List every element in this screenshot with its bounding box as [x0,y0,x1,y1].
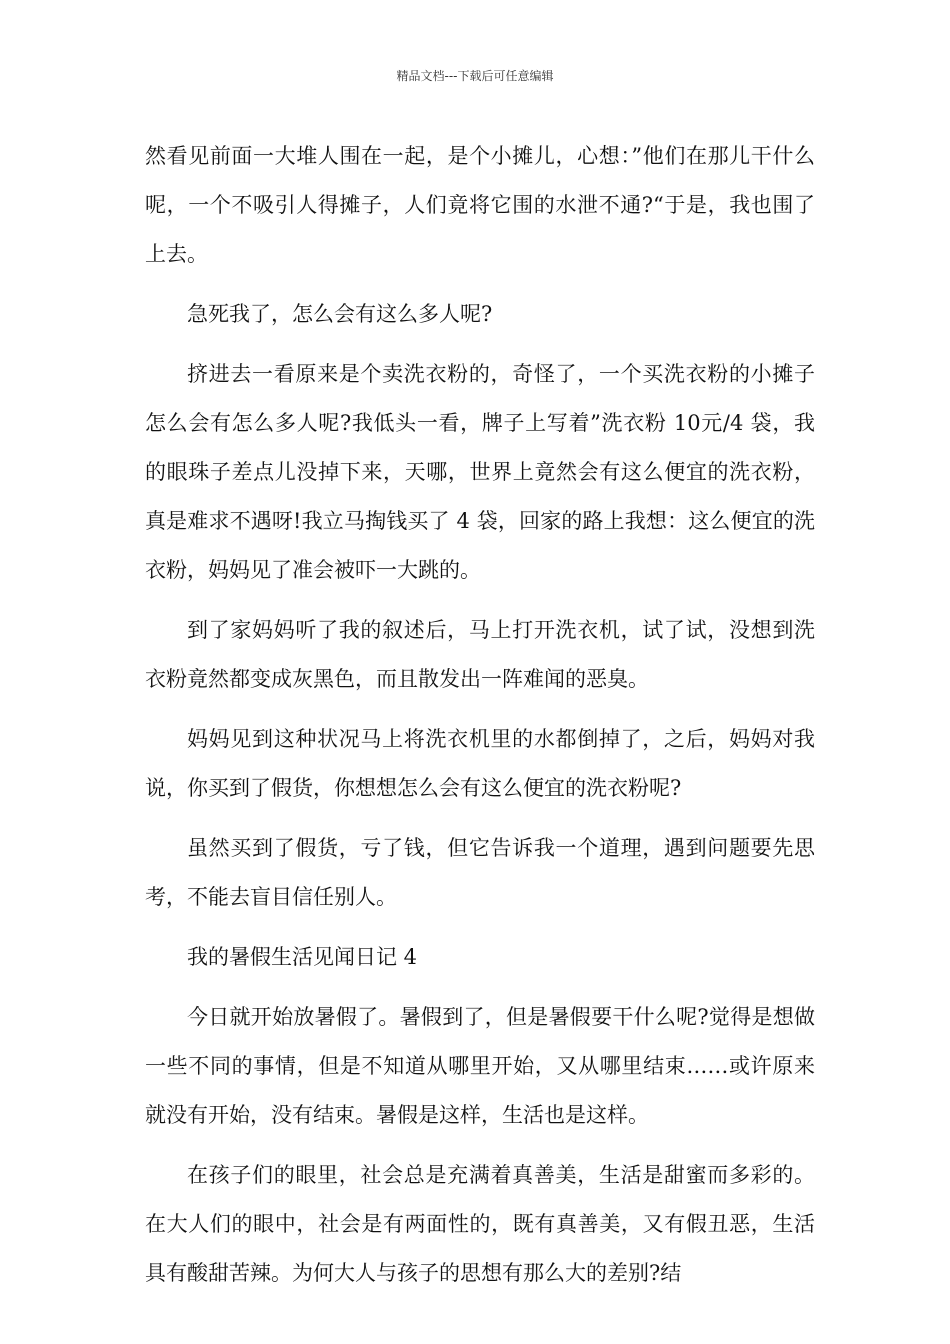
section-heading: 我的暑假生活见闻日记 4 [187,945,418,969]
paragraph: 到了家妈妈听了我的叙述后，马上打开洗衣机，试了试，没想到洗衣粉竟然都变成灰黑色，而且散发出一阵难闻的恶臭。 [145,618,815,691]
paragraph: 妈妈见到这种状况马上将洗衣机里的水都倒掉了，之后，妈妈对我说，你买到了假货，你想想怎么会有这么便宜的洗衣粉呢? [145,727,815,800]
document-body [145,132,815,1309]
paragraph-continuation: 然看见前面一大堆人围在一起，是个小摊儿，心想：”他们在那儿干什么呢，一个不吸引人得摊子，人们竟将它围的水泄不通?“于是，我也围了上去。 [145,144,815,266]
paragraph: 急死我了，怎么会有这么多人呢? [187,302,493,326]
paragraph: 挤进去一看原来是个卖洗衣粉的，奇怪了，一个买洗衣粉的小摊子怎么会有怎么多人呢?我低头一看，牌子上写着”洗衣粉 10元/4 袋，我的眼珠子差点儿没掉下来，天哪，世界上竟然会有这么便宜的洗衣粉，真是难求不遇呀!我立马掏钱买了 4 袋，回家的路上我想：这么便宜的洗衣粉，妈妈见了准会被吓一大跳的。 [145,362,815,582]
paragraph: 今日就开始放暑假了。暑假到了，但是暑假要干什么呢?觉得是想做一些不同的事情，但是不知道从哪里开始，又从哪里结束……或许原来就没有开始，没有结束。暑假是这样，生活也是这样。 [145,1005,815,1127]
paragraph: 在孩子们的眼里，社会总是充满着真善美，生活是甜蜜而多彩的。在大人们的眼中，社会是有两面性的，既有真善美，又有假丑恶，生活具有酸甜苦辣。为何大人与孩子的思想有那么大的差别?结 [145,1163,815,1285]
paragraph: 虽然买到了假货，亏了钱，但它告诉我一个道理，遇到问题要先思考，不能去盲目信任别人。 [145,836,815,909]
page-header: 精品文档---下载后可任意编辑 [396,69,554,83]
